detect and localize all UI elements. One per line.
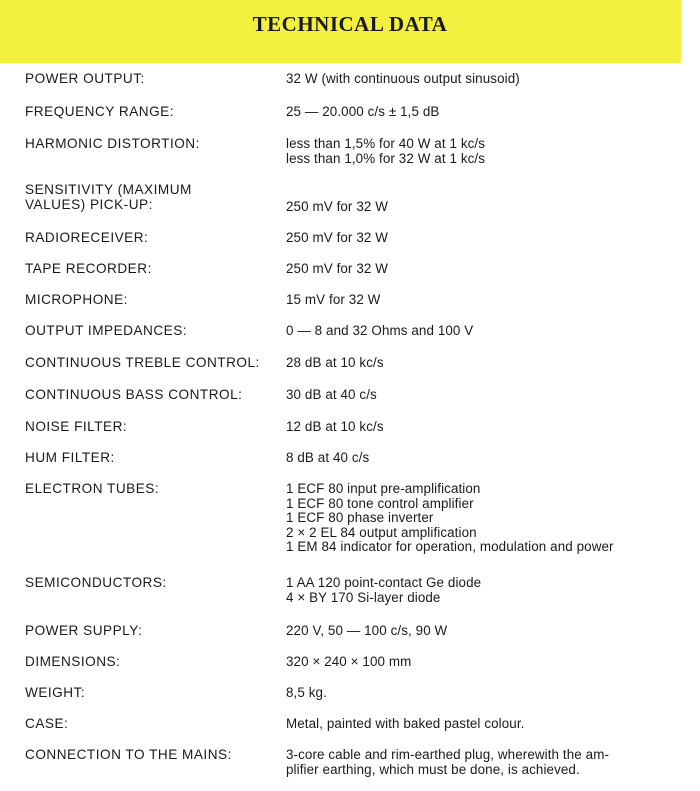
spec-label: SENSITIVITY (MAXIMUM VALUES) PICK-UP: [25,182,192,212]
spec-value: 25 — 20.000 c/s ± 1,5 dB [286,104,440,119]
spec-value: 250 mV for 32 W [286,230,388,245]
spec-label: WEIGHT: [25,685,86,700]
spec-label: SEMICONDUCTORS: [25,575,167,590]
spec-label: TAPE RECORDER: [25,261,152,276]
spec-label: NOISE FILTER: [25,419,128,434]
spec-value: 15 mV for 32 W [286,292,381,307]
page-title: TECHNICAL DATA [252,12,448,36]
spec-label: HARMONIC DISTORTION: [25,136,200,151]
spec-value: 32 W (with continuous output sinusoid) [286,71,520,86]
spec-value: 0 — 8 and 32 Ohms and 100 V [286,323,474,338]
spec-label: MICROPHONE: [25,292,128,307]
spec-value: 3-core cable and rim-earthed plug, wherewith the am- plifier earthing, which must be done, is achieved. [286,747,610,777]
spec-value: 12 dB at 10 kc/s [286,419,384,434]
spec-value: 250 mV for 32 W [286,261,388,276]
spec-label: FREQUENCY RANGE: [25,104,174,119]
spec-label: DIMENSIONS: [25,654,121,669]
spec-label: CONTINUOUS BASS CONTROL: [25,387,243,402]
spec-label: CONNECTION TO THE MAINS: [25,747,232,762]
spec-value: Metal, painted with baked pastel colour. [286,716,525,731]
spec-value: 250 mV for 32 W [286,199,388,214]
spec-value: less than 1,5% for 40 W at 1 kc/s less than 1,0% for 32 W at 1 kc/s [286,136,486,166]
spec-value: 1 AA 120 point-contact Ge diode 4 × BY 170 Si-layer diode [286,575,482,605]
spec-value: 220 V, 50 — 100 c/s, 90 W [286,623,448,638]
spec-label: RADIORECEIVER: [25,230,149,245]
spec-label: CONTINUOUS TREBLE CONTROL: [25,355,260,370]
spec-label: POWER SUPPLY: [25,623,143,638]
spec-value: 28 dB at 10 kc/s [286,355,384,370]
spec-label: HUM FILTER: [25,450,115,465]
spec-label: CASE: [25,716,69,731]
spec-label: POWER OUTPUT: [25,71,145,86]
spec-value: 320 × 240 × 100 mm [286,654,412,669]
spec-value: 30 dB at 40 c/s [286,387,377,402]
spec-label: ELECTRON TUBES: [25,481,160,496]
spec-label: OUTPUT IMPEDANCES: [25,323,188,338]
spec-value: 8 dB at 40 c/s [286,450,370,465]
spec-value: 1 ECF 80 input pre-amplification 1 ECF 80 tone control amplifier 1 ECF 80 phase inverter 2 × 2 EL 84 output amplification 1 EM 84 indicator for operation, modulation and power [286,481,614,554]
spec-value: 8,5 kg. [286,685,327,700]
